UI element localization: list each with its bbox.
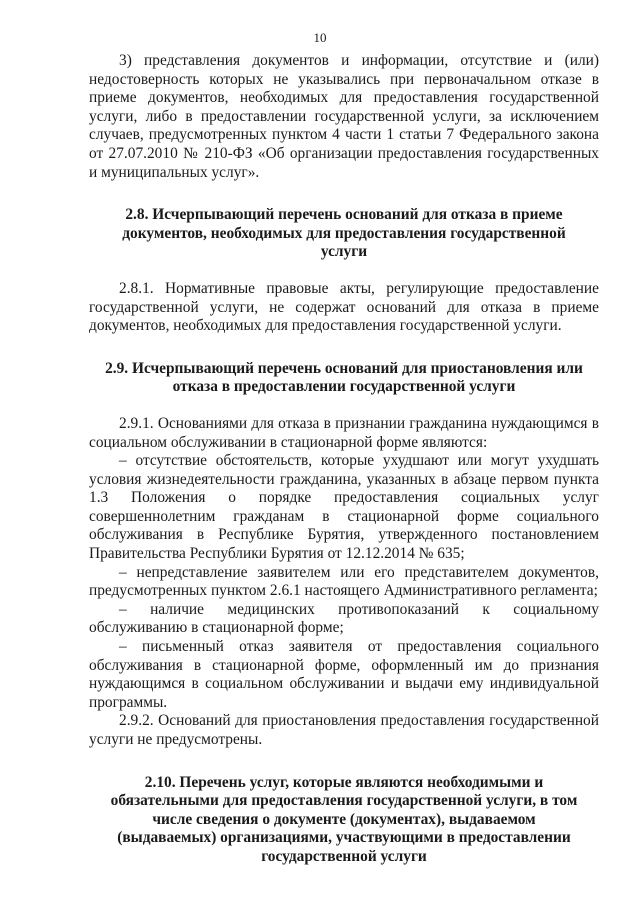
paragraph-item-3: 3) представления документов и информации, отсутствие и (или) недостоверность которых не указывались при первоначальном отказе в приеме документов, необходимых для предоставления государственной услуги, либо в предоставлении государственной услуги, за исключением случаев, предусмотренных пунктом 4 части 1 статьи 7 Федерального закона от 27.07.2010 № 210-ФЗ «Об организации предоставления государственных и муниципальных услуг». [89,52,599,181]
heading-2-8: 2.8. Исчерпывающий перечень оснований для отказа в приеме документов, необходимых для предоставления государственной услуги [122,206,566,261]
page-number: 10 [313,30,327,45]
heading-2-10: 2.10. Перечень услуг, которые являются необходимыми и обязательными для предоставления государственной услуги, в том числе сведения о документе (документах), выдаваемом (выдаваемых) организациями, участвующими в предоставлении государственной услуги [110,773,578,865]
list-item-grounds-1: – отсутствие обстоятельств, которые ухудшают или могут ухудшать условия жизнедеятельности гражданина, указанных в абзаце первом пункта 1.3 Положения о порядке предоставления социальных услуг совершеннолетним гражданам в стационарной форме социального обслуживания в Республике Бурятия, утвержденного постановлением Правительства Республики Бурятия от 12.12.2014 № 635; [89,452,599,563]
paragraph-2-9-2: 2.9.2. Оснований для приостановления предоставления государственной услуги не предусмотрены. [89,712,599,748]
list-item-grounds-4: – письменный отказ заявителя от предоставления социального обслуживания в стационарной форме, оформленный им до признания нуждающимся в социальном обслуживании и выдачи ему индивидуальной программы. [89,638,599,711]
list-item-grounds-3: – наличие медицинских противопоказаний к социальному обслуживанию в стационарной форме; [89,600,599,637]
document-body [89,52,599,867]
list-item-grounds-2: – непредставление заявителем или его представителем документов, предусмотренных пунктом 2.6.1 настоящего Административного регламента; [89,563,599,600]
paragraph-2-8-1: 2.8.1. Нормативные правовые акты, регулирующие предоставление государственной услуги, не содержат оснований для отказа в приеме документов, необходимых для предоставления государственной услуги. [89,279,599,335]
paragraph-2-9-1: 2.9.1. Основаниями для отказа в признании гражданина нуждающимся в социальном обслуживании в стационарной форме являются: [89,414,599,451]
heading-2-9: 2.9. Исчерпывающий перечень оснований для приостановления или отказа в предоставлении государственной услуги [105,359,583,396]
